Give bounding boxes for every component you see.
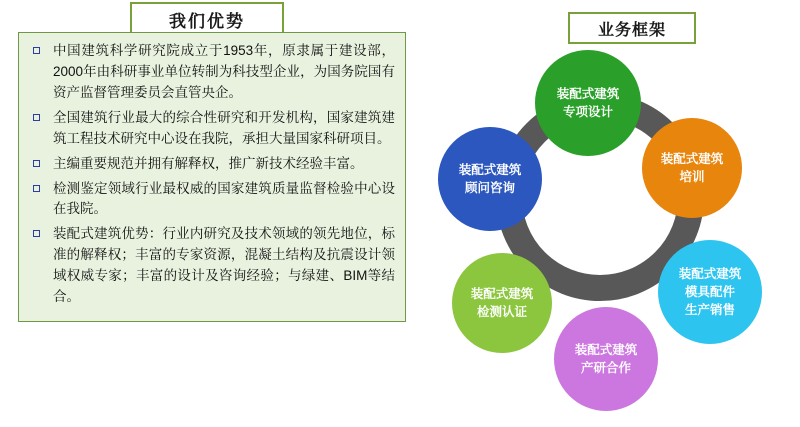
node-testing-line1: 装配式建筑 (470, 286, 534, 301)
list-item (27, 108, 395, 150)
list-item-text: 主编重要规范并拥有解释权，推广新技术经验丰富。 (53, 155, 364, 171)
node-mold-line1: 装配式建筑 (678, 266, 742, 281)
node-design (535, 50, 641, 156)
advantages-list (27, 41, 395, 308)
node-testing (452, 253, 552, 353)
advantages-panel (18, 32, 406, 322)
node-design-line2: 专项设计 (562, 105, 613, 119)
list-item (27, 154, 395, 175)
square-bullet-icon (33, 230, 40, 237)
list-item (27, 224, 395, 308)
node-cooperation-line2: 产研合作 (580, 361, 631, 375)
list-item (27, 179, 395, 221)
node-mold-production (658, 240, 762, 344)
node-mold-line3: 生产销售 (684, 303, 735, 318)
node-cooperation (554, 307, 658, 411)
node-testing-line2: 检测认证 (476, 305, 527, 319)
square-bullet-icon (33, 114, 40, 121)
list-item-text: 全国建筑行业最大的综合性研究和开发机构，国家建筑建筑工程技术研究中心设在我院，承担大量国家科研项目。 (53, 109, 395, 146)
list-item (27, 41, 395, 104)
node-consulting-line2: 顾问咨询 (464, 181, 515, 195)
square-bullet-icon (33, 185, 40, 192)
framework-title: 业务框架 (568, 12, 696, 44)
node-consulting (438, 127, 542, 231)
node-training-line2: 培训 (679, 170, 705, 184)
list-item-text: 检测鉴定领域行业最权威的国家建筑质量监督检验中心设在我院。 (53, 180, 395, 217)
list-item-text: 装配式建筑优势：行业内研究及技术领域的领先地位，标准的解释权；丰富的专家资源，混凝土结构及抗震设计领域权威专家；丰富的设计及咨询经验；与绿建、BIM等结合。 (53, 226, 395, 305)
node-training-line1: 装配式建筑 (660, 151, 724, 166)
node-design-line1: 装配式建筑 (556, 86, 620, 101)
square-bullet-icon (33, 160, 40, 167)
node-mold-line2: 模具配件 (684, 284, 735, 299)
node-consulting-line1: 装配式建筑 (458, 162, 522, 177)
node-cooperation-line1: 装配式建筑 (574, 342, 638, 357)
business-framework-diagram (430, 45, 770, 420)
advantages-title: 我们优势 (130, 2, 284, 36)
node-training (642, 118, 742, 218)
square-bullet-icon (33, 47, 40, 54)
list-item-text: 中国建筑科学研究院成立于1953年，原隶属于建设部，2000年由科研事业单位转制为科技型企业，为国务院国有资产监督管理委员会直管央企。 (53, 43, 395, 100)
